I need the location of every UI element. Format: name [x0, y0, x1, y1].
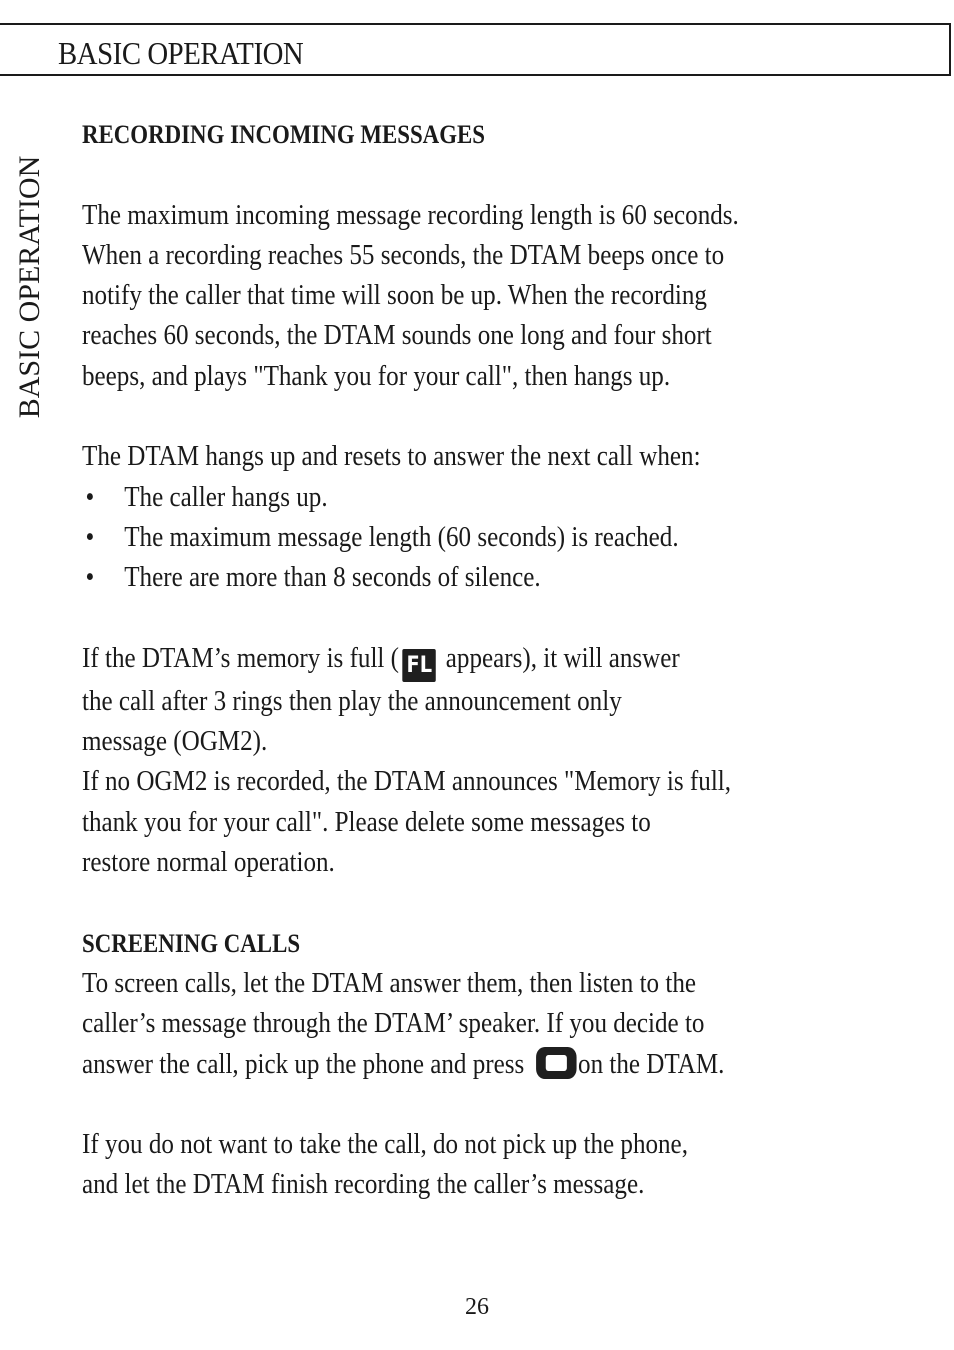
text-line: restore normal operation. [82, 847, 335, 879]
text-line [82, 639, 768, 682]
text-fragment: appears), it will answer [439, 642, 680, 674]
text-line: beeps, and plays "Thank you for your call", then hangs up. [82, 360, 671, 392]
list-item [82, 558, 768, 598]
text-line: To screen calls, let the DTAM answer them, then listen to the [82, 967, 697, 999]
text-line: the call after 3 rings then play the announcement only [82, 685, 622, 717]
text-line: thank you for your call". Please delete some messages to [82, 806, 651, 838]
list-item [82, 518, 768, 558]
fl-display-icon: FL [403, 649, 436, 682]
text-line: notify the caller that time will soon be up. When the recording [82, 280, 707, 312]
speaker-button-icon [536, 1047, 576, 1079]
text-line: The maximum incoming message recording length is 60 seconds. [82, 199, 739, 231]
text-line: If you do not want to take the call, do not pick up the phone, [82, 1129, 688, 1161]
section-heading-screening: SCREENING CALLS [82, 928, 301, 958]
text-fragment: answer the call, pick up the phone and press [82, 1048, 531, 1080]
list-item-text: There are more than 8 seconds of silence. [124, 562, 541, 594]
text-line: caller’s message through the DTAM’ speaker. If you decide to [82, 1008, 705, 1040]
list-item-text: The caller hangs up. [124, 481, 328, 513]
bullet-icon: • [85, 562, 95, 594]
text-line [82, 1045, 768, 1085]
text-line: and let the DTAM finish recording the caller’s message. [82, 1169, 645, 1201]
list-item-text: The maximum message length (60 seconds) is reached. [124, 521, 679, 553]
text-line: When a recording reaches 55 seconds, the DTAM beeps once to [82, 239, 725, 271]
bullet-icon: • [85, 481, 95, 513]
text-line: message (OGM2). [82, 726, 268, 758]
text-line: The DTAM hangs up and resets to answer the next call when: [82, 441, 701, 473]
section-heading-recording: RECORDING INCOMING MESSAGES [82, 120, 485, 149]
side-section-label: BASIC OPERATION [13, 155, 46, 419]
text-fragment: If the DTAM’s memory is full ( [82, 642, 400, 674]
bullet-icon: • [85, 521, 95, 553]
text-line: If no OGM2 is recorded, the DTAM announces "Memory is full, [82, 766, 732, 798]
main-content [82, 115, 862, 1206]
list-item [82, 478, 768, 518]
text-fragment: on the DTAM. [578, 1048, 725, 1080]
page-header [0, 23, 951, 76]
text-line: reaches 60 seconds, the DTAM sounds one long and four short [82, 320, 712, 352]
page-number: 26 [465, 1294, 489, 1320]
header-title: BASIC OPERATION [58, 35, 304, 71]
